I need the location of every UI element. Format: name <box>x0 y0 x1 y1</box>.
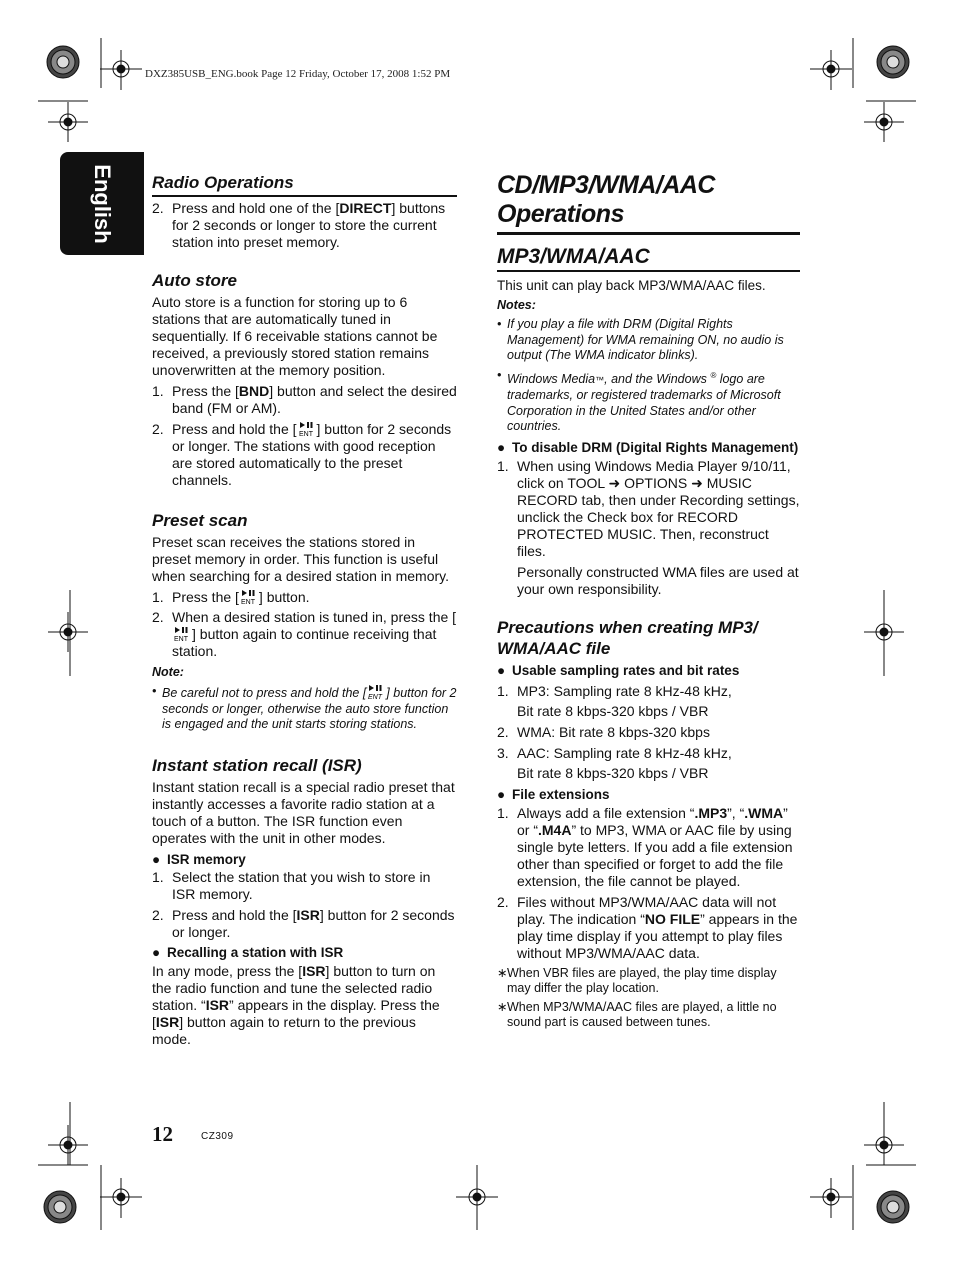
book-header-line: DXZ385USB_ENG.book Page 12 Friday, October 17, 2008 1:52 PM <box>145 68 451 80</box>
drm-heading: ● To disable DRM (Digital Rights Management) <box>497 439 799 455</box>
footnote-item: ∗ When VBR files are played, the play time display may differ the play location. <box>497 965 777 996</box>
language-tab <box>60 152 144 255</box>
intro-text: This unit can play back MP3/WMA/AAC files. <box>497 278 766 293</box>
section-heading-isr: Instant station recall (ISR) <box>152 755 362 775</box>
note-item: • If you play a file with DRM (Digital Rights Management) for WMA remaining ON, no audio is output (The WMA indicator blinks). <box>497 317 784 362</box>
auto-store-body: Auto store is a function for storing up to 6 stations that are automatically tuned in sequentially. If 6 receivable stations cannot be received, a previously stored station remains unoverwritten at the memory position. <box>152 294 438 378</box>
list-item: 1. MP3: Sampling rate 8 kHz-48 kHz, Bit rate 8 kbps-320 kbps / VBR <box>497 682 732 719</box>
drm-extra: Personally constructed WMA files are used at your own responsibility. <box>517 563 799 597</box>
page-number: 12 <box>152 1122 173 1146</box>
starburst-mark-bottom-left <box>44 1191 76 1223</box>
rates-heading: ● Usable sampling rates and bit rates <box>497 662 740 678</box>
isr-recall-heading: ● Recalling a station with ISR <box>152 944 344 960</box>
section-heading-preset-scan: Preset scan <box>152 511 248 530</box>
svg-text:ENT: ENT <box>240 599 255 605</box>
svg-text:ENT: ENT <box>174 636 188 642</box>
isr-body: Instant station recall is a special radio preset that instantly accesses a favorite radio station at a touch of a button. The ISR function even operates with the unit in other modes. <box>152 778 455 846</box>
list-item: 2. Press and hold the [ ENT ] button for 2 seconds or longer. The stations with good reception are stored automatically to the preset channels. <box>152 421 452 488</box>
note-label: Note: <box>152 665 184 679</box>
list-item: 2. When a desired station is tuned in, press the [ ENT ] button again to continue receiving that station. <box>152 609 457 659</box>
section-heading-auto-store: Auto store <box>152 271 237 290</box>
section-heading-precautions: Precautions when creating MP3/ WMA/AAC file <box>497 617 758 658</box>
isr-recall-body: In any mode, press the [ISR] button to turn on the radio function and tune the selected radio station. “ISR” appears in the display. Press the [ISR] button again to return to the previous mode. <box>152 962 440 1047</box>
list-item: 1. Always add a file extension “.MP3”, “.WMA” or “.M4A” to MP3, WMA or AAC file by using single byte letters. If you add a file extension other than specified or forget to add the file extension, the file cannot be played. <box>497 804 793 889</box>
language-tab-label: English <box>90 163 115 244</box>
list-item: 1. Select the station that you wish to store in ISR memory. <box>152 868 431 902</box>
file-extensions-heading: ● File extensions <box>497 786 610 802</box>
svg-text:ENT: ENT <box>368 694 383 700</box>
play-pause-ent-icon <box>297 421 317 437</box>
section-heading-radio-operations: Radio Operations <box>152 172 457 197</box>
document-code: CZ309 <box>201 1131 234 1142</box>
note-item: • Be careful not to press and hold the [ ENT ] button for 2 seconds or longer, otherwise the auto store function is engaged and the unit starts storing stations. <box>152 684 457 731</box>
notes-label: Notes: <box>497 298 536 312</box>
left-column <box>152 172 457 1048</box>
list-item: 2. Files without MP3/WMA/AAC data will not play. The indication “NO FILE” appears in the play time display if you attempt to play files without MP3/WMA/AAC data. <box>497 893 798 961</box>
play-pause-ent-icon <box>366 684 386 700</box>
note-item: • Windows Media™, and the Windows ® logo are trademarks, or registered trademarks of Microsoft Corporation in the United States and/or other countries. <box>497 367 781 434</box>
starburst-mark-top-right <box>877 46 909 78</box>
list-item: 2. WMA: Bit rate 8 kbps-320 kbps <box>497 723 710 740</box>
list-item: 1. Press the [ ENT ] button. <box>152 589 310 605</box>
page-title: CD/MP3/WMA/AAC Operations <box>497 171 800 235</box>
play-pause-ent-icon <box>239 589 259 605</box>
play-pause-ent-icon <box>172 626 192 642</box>
footnote-item: ∗ When MP3/WMA/AAC files are played, a little no sound part is caused between tunes. <box>497 999 777 1030</box>
section-subtitle: MP3/WMA/AAC <box>497 245 800 272</box>
preset-scan-body: Preset scan receives the stations stored in preset memory in order. This function is useful when searching for a desired station in memory. <box>152 534 449 584</box>
isr-memory-heading: ● ISR memory <box>152 851 246 867</box>
list-item: 2. Press and hold the [ISR] button for 2 seconds or longer. <box>152 906 455 940</box>
list-item: 1. Press the [BND] button and select the desired band (FM or AM). <box>152 383 457 416</box>
starburst-mark-top-left <box>47 46 79 78</box>
list-item: 2. Press and hold one of the [DIRECT] buttons for 2 seconds or longer to store the current station into preset memory. <box>152 200 446 250</box>
right-column <box>497 171 800 1031</box>
list-item: 1. When using Windows Media Player 9/10/11, click on TOOL ➜ OPTIONS ➜ MUSIC RECORD tab, then under Recording settings, unclick the Check box for RECORD PROTECTED MUSIC. Then, reconstruct files. <box>497 457 800 559</box>
svg-text:ENT: ENT <box>298 431 313 437</box>
starburst-mark-bottom-right <box>877 1191 909 1223</box>
list-item: 3. AAC: Sampling rate 8 kHz-48 kHz, Bit rate 8 kbps-320 kbps / VBR <box>497 744 732 781</box>
